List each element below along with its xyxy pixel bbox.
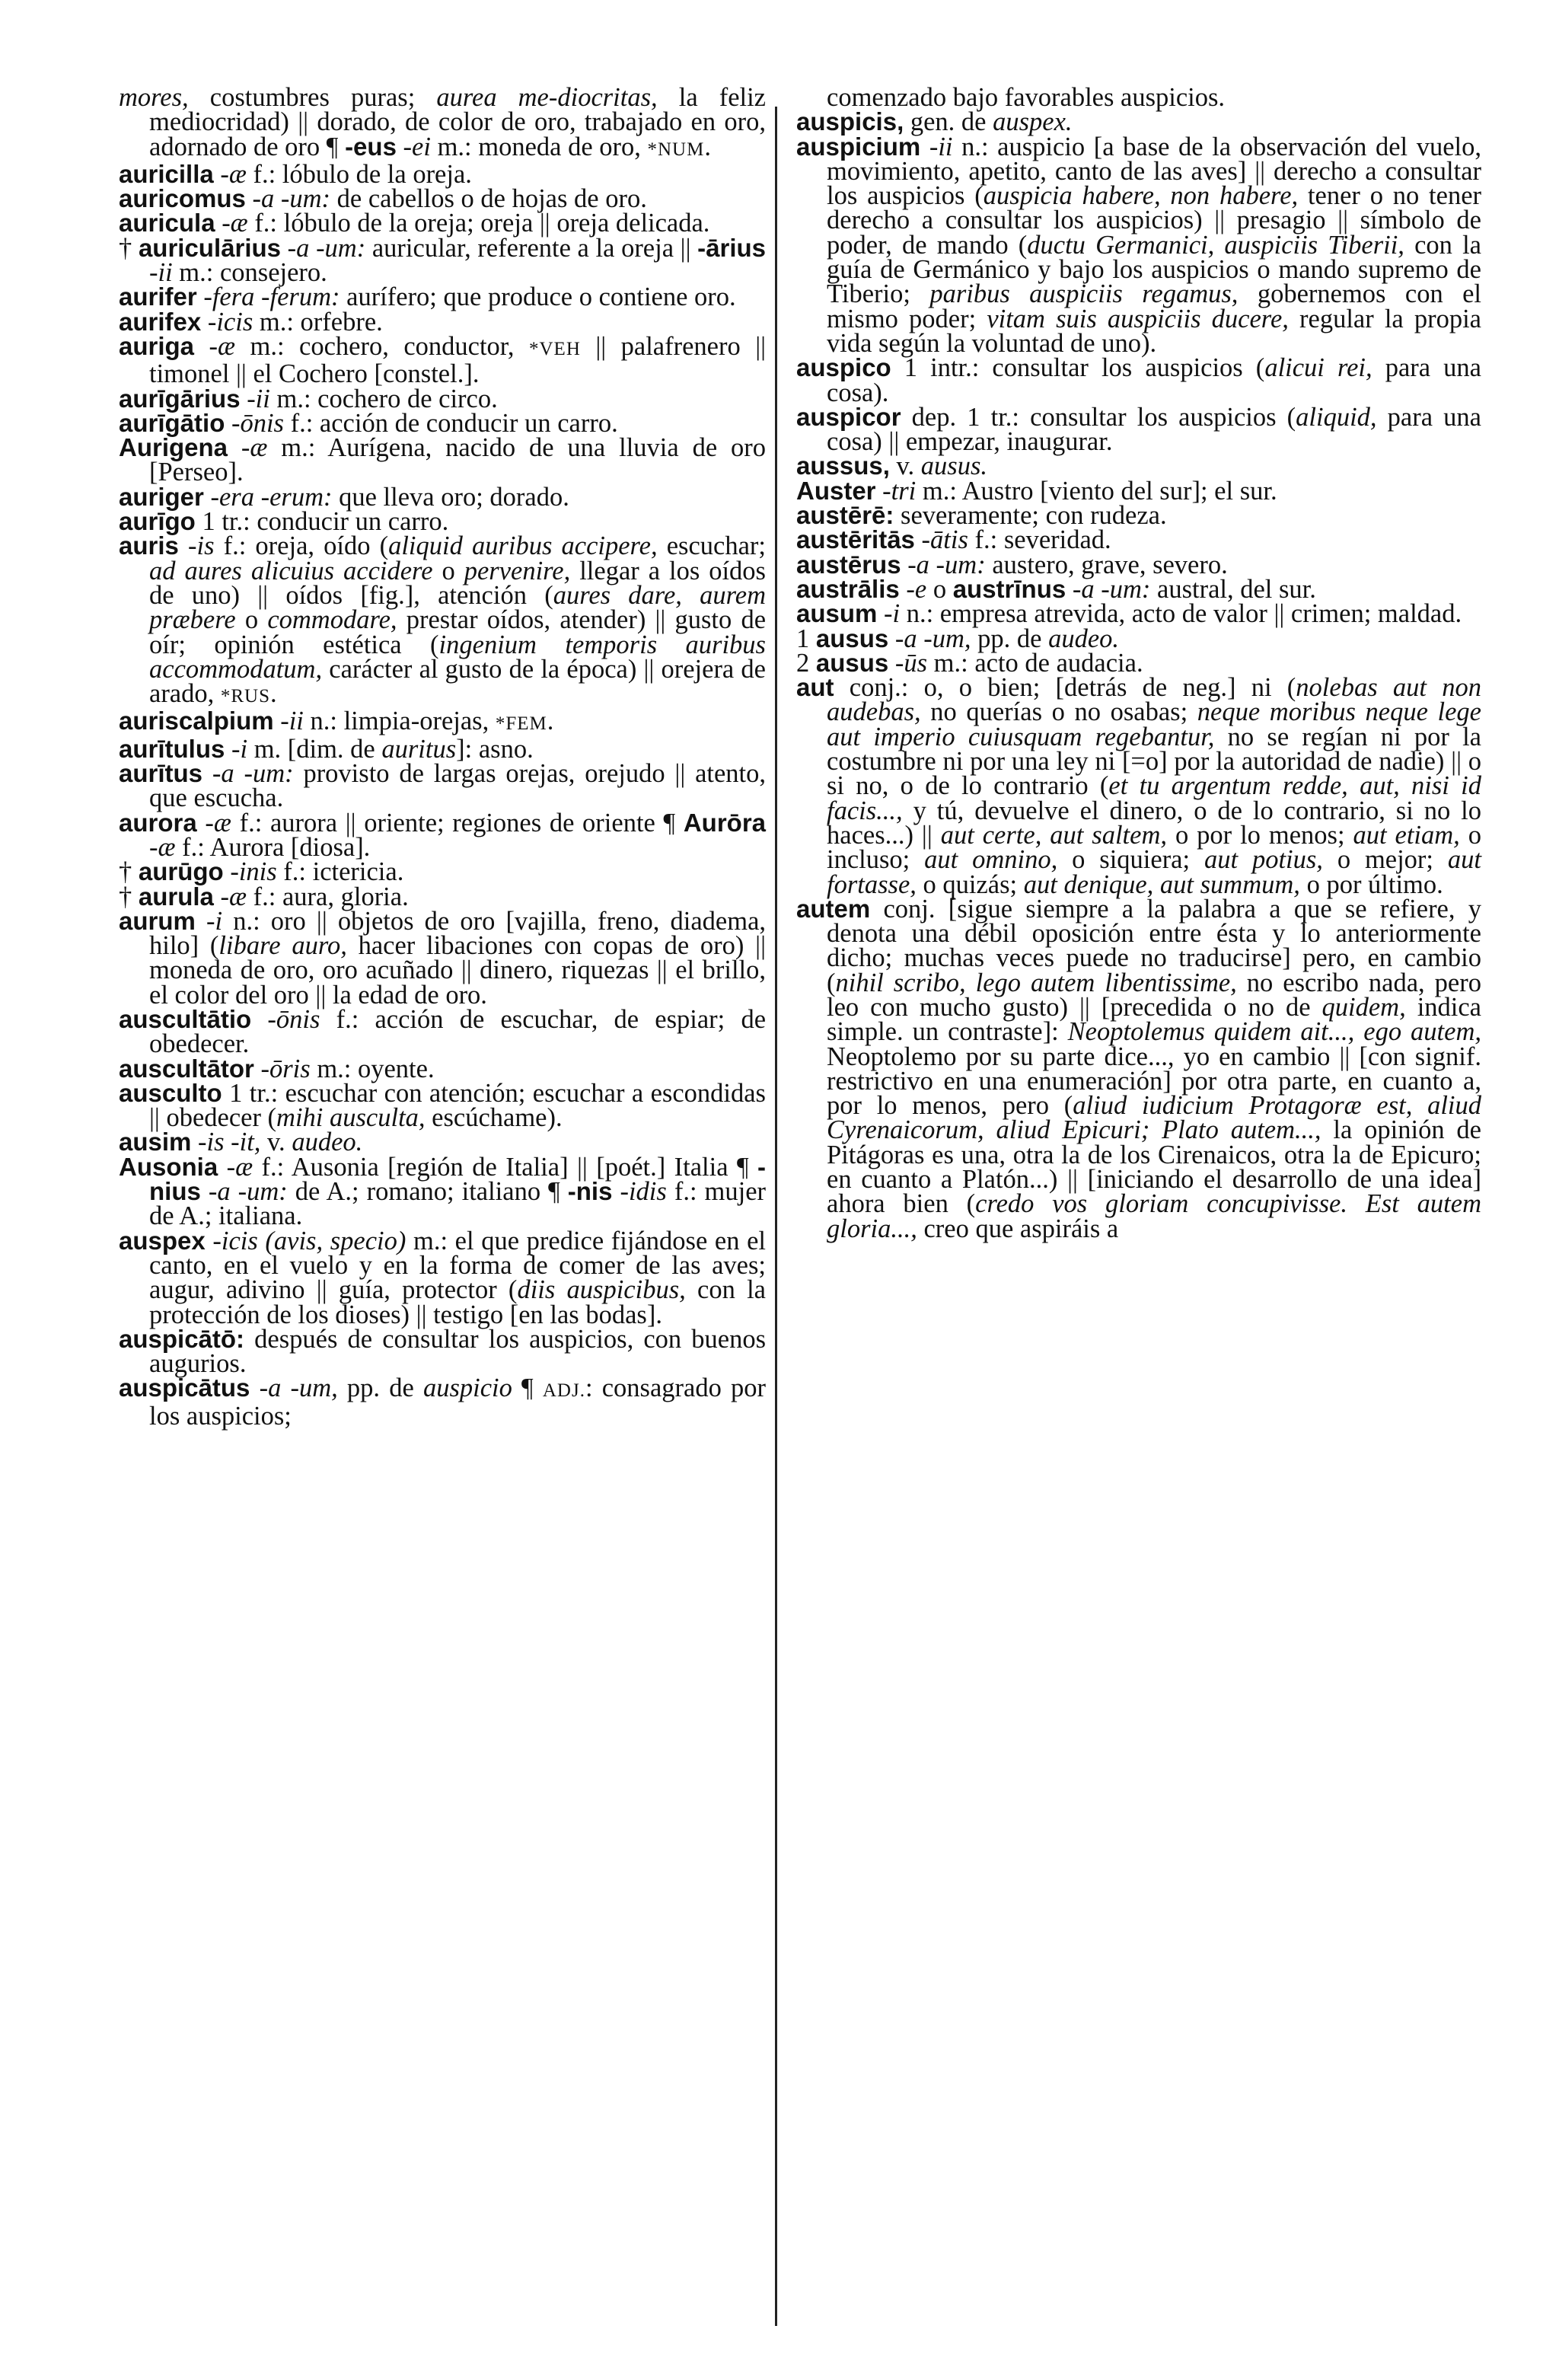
dictionary-entry-auricomus: auricomus -a -um: de cabellos o de hojas de oro.	[119, 184, 647, 214]
dictionary-entry-auspicato: auspicātō: después de consultar los auspicios, con buenos augurios.	[119, 1324, 766, 1379]
dictionary-entry-auspicis: auspicis, gen. de auspex.	[796, 107, 1073, 137]
dictionary-entry-ausum: ausum -i n.: empresa atrevida, acto de valor || crimen; maldad.	[796, 599, 1462, 629]
column-divider	[775, 107, 777, 2326]
dictionary-entry-aurugo: † aurūgo -inis f.: ictericia.	[119, 857, 404, 887]
dictionary-entry-aurifex: aurifex -icis m.: orfebre.	[119, 307, 383, 337]
dictionary-entry-auspico: auspico 1 intr.: consultar los auspicios (alicui rei, para una cosa).	[796, 353, 1481, 407]
dictionary-entry-ausculto: ausculto 1 tr.: escuchar con atención; escuchar a escondidas || obedecer (mihi ausculta, escúchame).	[119, 1078, 766, 1133]
dictionary-entry-auspicatus: auspicātus -a -um, pp. de auspicio ¶ ADJ.: consagrado por los auspicios;	[119, 1373, 766, 1431]
dictionary-entry-auris: auris -is f.: oreja, oído (aliquid auribus accipere, escuchar; ad aures alicuius accidere o pervenire, llegar a los oídos de uno) || oídos [fig.], atención (aures dare, aurem præbere o commodare, prestar oídos, atender) || gusto de oír; opinión estética (ingenium temporis auribus accommodatum, carácter al gusto de la época) || orejera de arado, *RUS.	[119, 531, 767, 709]
dictionary-entry-ausus1: 1 ausus -a -um, pp. de audeo.	[796, 624, 1120, 653]
dictionary-entry-aurigo: aurīgo 1 tr.: conducir un carro.	[119, 507, 449, 537]
dictionary-entry-austere: austērē: severamente; con rudeza.	[796, 501, 1167, 531]
dictionary-entry-auriscalpium: auriscalpium -ii n.: limpia-orejas, *FEM.	[119, 707, 554, 736]
dictionary-entry-Ausonia: Ausonia -æ f.: Ausonia [región de Italia] || [poét.] Italia ¶ -nius -a -um: de A.; romano; italiano ¶ -nis -idis f.: mujer de A.; italiana.	[119, 1152, 767, 1231]
dictionary-entry-aussus: aussus, v. ausus.	[796, 451, 988, 481]
dictionary-entry-austerus: austērus -a -um: austero, grave, severo.	[796, 550, 1228, 579]
dictionary-entry-australis: austrālis -e o austrīnus -a -um: austral, del sur.	[796, 574, 1316, 604]
right-column	[796, 85, 1481, 1241]
dictionary-entry-auritulus: aurītulus -i m. [dim. de auritus]: asno.	[119, 734, 534, 764]
dictionary-entry-auricularius: † auriculārius -a -um: auricular, referente a la oreja || -ārius -ii m.: consejero.	[119, 233, 767, 288]
dictionary-entry-auscultator: auscultātor -ōris m.: oyente.	[119, 1054, 435, 1083]
dictionary-entry-aurula: † aurula -æ f.: aura, gloria.	[119, 882, 409, 911]
dictionary-entry-auspicor: auspicor dep. 1 tr.: consultar los auspicios (aliquid, para una cosa) || empezar, inaugurar.	[796, 402, 1481, 457]
dictionary-entry-auricilla: auricilla -æ f.: lóbulo de la oreja.	[119, 159, 472, 189]
dictionary-entry-Auster: Auster -tri m.: Austro [viento del sur]; el sur.	[796, 476, 1277, 506]
dictionary-entry-aurora: aurora -æ f.: aurora || oriente; regiones de oriente ¶ Aurōra -æ f.: Aurora [diosa].	[119, 808, 767, 862]
dictionary-entry-mores: mores, costumbres puras; aurea me-diocritas, la feliz mediocridad) || dorado, de color de oro, trabajado en oro, adornado de oro ¶ -eus -ei m.: moneda de oro, *NUM.	[119, 83, 766, 161]
left-column	[119, 83, 767, 1431]
dictionary-entry-auspicium: auspicium -ii n.: auspicio [a base de la observación del vuelo, movimiento, apetito, canto de las aves] || derecho a consultar los auspicios (auspicia habere, non habere, tener o no tener derecho a consultar los auspicios) || presagio || símbolo de poder, de mando (ductu Germanici, auspiciis Tiberii, con la guía de Germánico y bajo los auspicios o mando supremo de Tiberio; paribus auspiciis regamus, gobernemos con el mismo poder; vitam suis auspiciis ducere, regular la propia vida según la voluntad de uno).	[796, 132, 1482, 358]
dictionary-entry-aurifer: aurifer -fera -ferum: aurífero; que produce o contiene oro.	[119, 282, 736, 312]
dictionary-entry-ausim: ausim -is -it, v. audeo.	[119, 1128, 363, 1157]
dictionary-entry-auritus: aurītus -a -um: provisto de largas orejas, orejudo || atento, que escucha.	[119, 759, 767, 813]
dictionary-entry-aurigarius: aurīgārius -ii m.: cochero de circo.	[119, 384, 498, 413]
dictionary-entry-austeritas: austēritās -ātis f.: severidad.	[796, 525, 1111, 555]
dictionary-entry-aurigatio: aurīgātio -ōnis f.: acción de conducir un carro.	[119, 408, 618, 438]
dictionary-entry-aut: aut conj.: o, o bien; [detrás de neg.] ni (nolebas aut non audebas, no querías o no osabas; neque moribus neque lege aut imperio cuiusquam regebantur, no se regían ni por la costumbre ni por una ley ni [=o] por la autoridad de nadie) || o si no, o de lo contrario (et tu argentum redde, aut, nisi id facis..., y tú, devuelve el dinero, o de lo contrario, si no lo haces...) || aut certe, aut saltem, o por lo menos; aut etiam, o incluso; aut omnino, o siquiera; aut potius, o mejor; aut fortasse, o quizás; aut denique, aut summum, o por último.	[796, 673, 1482, 899]
dictionary-entry-ausus2: 2 ausus -ūs m.: acto de audacia.	[796, 648, 1143, 678]
dictionary-entry-Aurigena: Aurigena -æ m.: Aurígena, nacido de una lluvia de oro [Perseo].	[119, 433, 766, 487]
dictionary-entry-auspex: auspex -icis (avis, specio) m.: el que predice fijándose en el canto, en el vuelo y en la forma de comer de las aves; augur, adivino || guía, protector (diis auspicibus, con la protección de los dioses) || testigo [en las bodas].	[119, 1226, 766, 1329]
dictionary-entry-autem: autem conj. [sigue siempre a la palabra a que se refiere, y denota una débil oposición entre ésta y lo anteriormente dicho; muchas veces puede no traducirse] pero, en cambio (nihil scribo, lego autem libentissime, no escribo nada, pero leo con mucho gusto) || [precedida o no de quidem, indica simple. un contraste]: Neoptolemus quidem ait..., ego autem, Neoptolemo por su parte dice..., yo en cambio || [con signif. restrictivo en una enumeración] por otra parte, en cuanto a, por lo menos, pero (aliud iudicium Protagoræ est, aliud Cyrenaicorum, aliud Epicuri; Plato autem..., la opinión de Pitágoras es una, otra la de los Cirenaicos, otra la de Epicuro; en cuanto a Platón...) || [iniciando el desarrollo de una idea] ahora bien (credo vos gloriam concupivisse. Est autem gloria..., creo que aspiráis a	[796, 894, 1481, 1243]
dictionary-entry-auscultatio: auscultātio -ōnis f.: acción de escuchar, de espiar; de obedecer.	[119, 1004, 767, 1059]
dictionary-entry-auriger: auriger -era -erum: que lleva oro; dorado.	[119, 482, 569, 512]
dictionary-entry-auricula: auricula -æ f.: lóbulo de la oreja; oreja || oreja delicada.	[119, 209, 710, 238]
dictionary-entry-aurum: aurum -i n.: oro || objetos de oro [vajilla, freno, diadema, hilo] (libare auro, hacer libaciones con copas de oro) || moneda de oro, oro acuñado || dinero, riquezas || el brillo, el color del oro || la edad de oro.	[119, 906, 767, 1010]
dictionary-entry-auspicatus-cont: comenzado bajo favorables auspicios.	[827, 83, 1226, 112]
dictionary-entry-auriga: auriga -æ m.: cochero, conductor, *VEH || palafrenero || timonel || el Cochero [constel.].	[119, 331, 767, 389]
